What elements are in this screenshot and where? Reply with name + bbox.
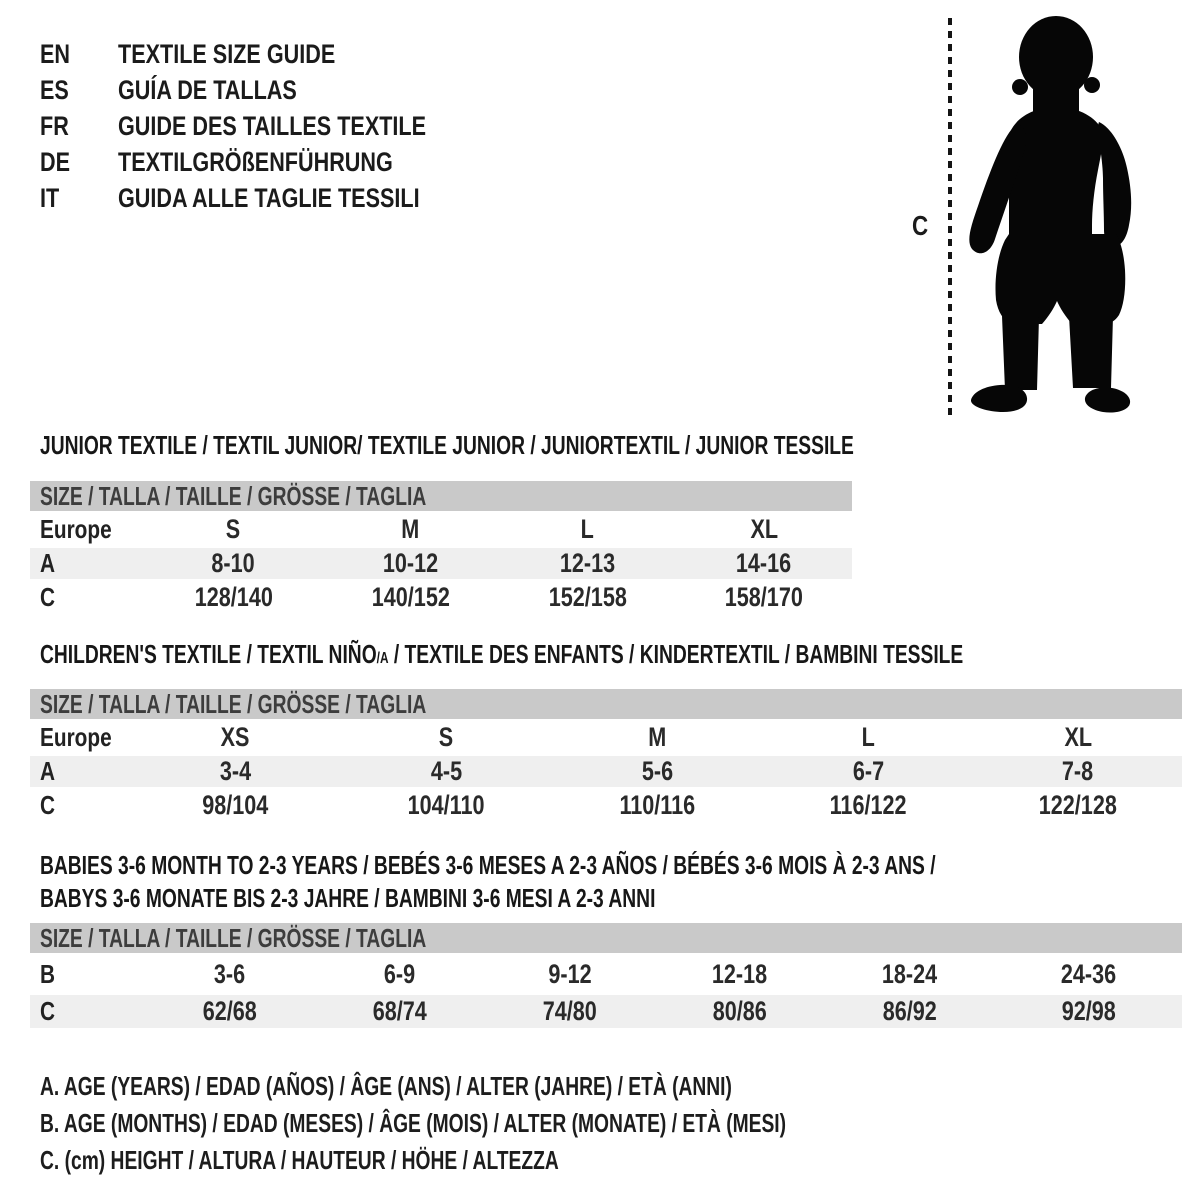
size-cell: XS: [221, 722, 250, 752]
size-cell: 80/86: [712, 996, 768, 1026]
nino-a-subscript: /A: [376, 650, 389, 667]
size-cell: S: [226, 514, 241, 544]
row-label: A: [40, 548, 56, 578]
lang-code: DE: [40, 146, 71, 177]
size-cell: 86/92: [882, 996, 938, 1026]
size-cell: M: [648, 722, 667, 752]
footnote-legend: [40, 1068, 1048, 1179]
size-cell: 8-10: [211, 548, 256, 578]
table-row: [30, 756, 1182, 787]
junior-section-title: JUNIOR TEXTILE / TEXTIL JUNIOR/ TEXTILE JUNIOR / JUNIORTEXTIL / JUNIOR TESSILE: [40, 430, 854, 460]
size-cell: 122/128: [1038, 789, 1118, 820]
size-cell: 9-12: [548, 958, 592, 989]
babies-table-grid: [30, 953, 1182, 1028]
size-cell: 3-4: [219, 756, 252, 786]
language-title-list: [40, 36, 503, 216]
row-label: C: [40, 582, 56, 612]
junior-size-table: [30, 481, 852, 616]
size-cell: XL: [1064, 722, 1092, 752]
lang-code: FR: [40, 110, 69, 141]
size-cell: 128/140: [194, 582, 273, 612]
size-header-bar: SIZE / TALLA / TAILLE / GRÖSSE / TAGLIA: [30, 481, 852, 511]
size-cell: 92/98: [1061, 996, 1116, 1026]
row-label: C: [40, 996, 56, 1026]
size-cell: 14-16: [736, 548, 792, 578]
table-row: [30, 511, 852, 548]
toddler-silhouette: [953, 10, 1153, 420]
size-cell: M: [401, 514, 420, 544]
size-cell: 6-7: [852, 756, 885, 786]
lang-title: GUÍA DE TALLAS: [118, 74, 297, 105]
size-header-bar: SIZE / TALLA / TAILLE / GRÖSSE / TAGLIA: [30, 923, 1182, 953]
row-label: B: [40, 958, 56, 989]
table-row: [30, 579, 852, 616]
size-cell: 104/110: [408, 789, 485, 820]
figure-height-label: C: [912, 210, 929, 241]
lang-row-es: [40, 72, 503, 108]
lang-code: ES: [40, 74, 69, 105]
children-section-title: CHILDREN'S TEXTILE / TEXTIL NIÑO/A / TEXTILE DES ENFANTS / KINDERTEXTIL / BAMBINI TESSILE: [40, 639, 964, 669]
row-label: C: [40, 789, 56, 820]
size-cell: L: [861, 722, 876, 752]
size-cell: 10-12: [382, 548, 439, 578]
lang-row-it: [40, 180, 503, 216]
row-label: Europe: [40, 514, 112, 544]
size-cell: 68/74: [372, 996, 428, 1026]
footnote-b: B. AGE (MONTHS) / EDAD (MESES) / ÂGE (MOIS) / ALTER (MONATE) / ETÀ (MESI): [40, 1108, 787, 1138]
table-row: [30, 787, 1182, 823]
junior-table-grid: [30, 511, 852, 616]
lang-title: GUIDE DES TAILLES TEXTILE: [118, 110, 427, 141]
children-table-grid: [30, 719, 1182, 823]
size-cell: 6-9: [384, 958, 416, 989]
size-cell: 140/152: [371, 582, 450, 612]
table-row: [30, 995, 1182, 1028]
size-cell: XL: [750, 514, 778, 544]
lang-code: IT: [40, 182, 60, 213]
size-cell: 18-24: [882, 958, 938, 989]
size-cell: 74/80: [542, 996, 598, 1026]
size-cell: 152/158: [548, 582, 627, 612]
size-cell: 62/68: [202, 996, 258, 1026]
footnote-c: C. (cm) HEIGHT / ALTURA / HAUTEUR / HÖHE / ALTEZZA: [40, 1145, 559, 1175]
table-row: [30, 548, 852, 579]
lang-row-fr: [40, 108, 503, 144]
footnote-a: A. AGE (YEARS) / EDAD (AÑOS) / ÂGE (ANS) / ALTER (JAHRE) / ETÀ (ANNI): [40, 1071, 732, 1101]
size-cell: 116/122: [830, 789, 907, 820]
size-cell: 98/104: [202, 789, 269, 820]
size-header-bar: SIZE / TALLA / TAILLE / GRÖSSE / TAGLIA: [30, 689, 1182, 719]
size-cell: 5-6: [641, 756, 674, 786]
row-label: A: [40, 756, 56, 786]
size-cell: 7-8: [1062, 756, 1094, 786]
children-size-table: [30, 689, 1182, 823]
size-cell: L: [580, 514, 595, 544]
table-row: [30, 953, 1182, 995]
lang-title: GUIDA ALLE TAGLIE TESSILI: [118, 182, 420, 213]
lang-code: EN: [40, 38, 71, 69]
size-cell: 4-5: [430, 756, 463, 786]
size-cell: S: [439, 722, 454, 752]
height-measure-dashed-line: [948, 18, 952, 418]
size-cell: 12-18: [712, 958, 768, 989]
lang-row-de: [40, 144, 503, 180]
lang-row-en: [40, 36, 503, 72]
size-cell: 158/170: [724, 582, 804, 612]
row-label: Europe: [40, 722, 112, 752]
size-cell: 110/116: [619, 789, 696, 820]
size-cell: 3-6: [214, 958, 246, 989]
size-cell: 24-36: [1060, 958, 1117, 989]
lang-title: TEXTILGRÖßENFÜHRUNG: [118, 146, 393, 177]
babies-section-title: BABIES 3-6 MONTH TO 2-3 YEARS / BEBÉS 3-6 MESES A 2-3 AÑOS / BÉBÉS 3-6 MOIS À 2-3 ANS / BABYS 3-6 MONATE BIS 2-3 JAHRE / BAMBINI 3-6 MESI A 2-3 ANNI: [40, 850, 936, 913]
lang-title: TEXTILE SIZE GUIDE: [118, 38, 336, 69]
size-cell: 12-13: [559, 548, 616, 578]
babies-size-table: [30, 923, 1182, 1028]
table-row: [30, 719, 1182, 756]
